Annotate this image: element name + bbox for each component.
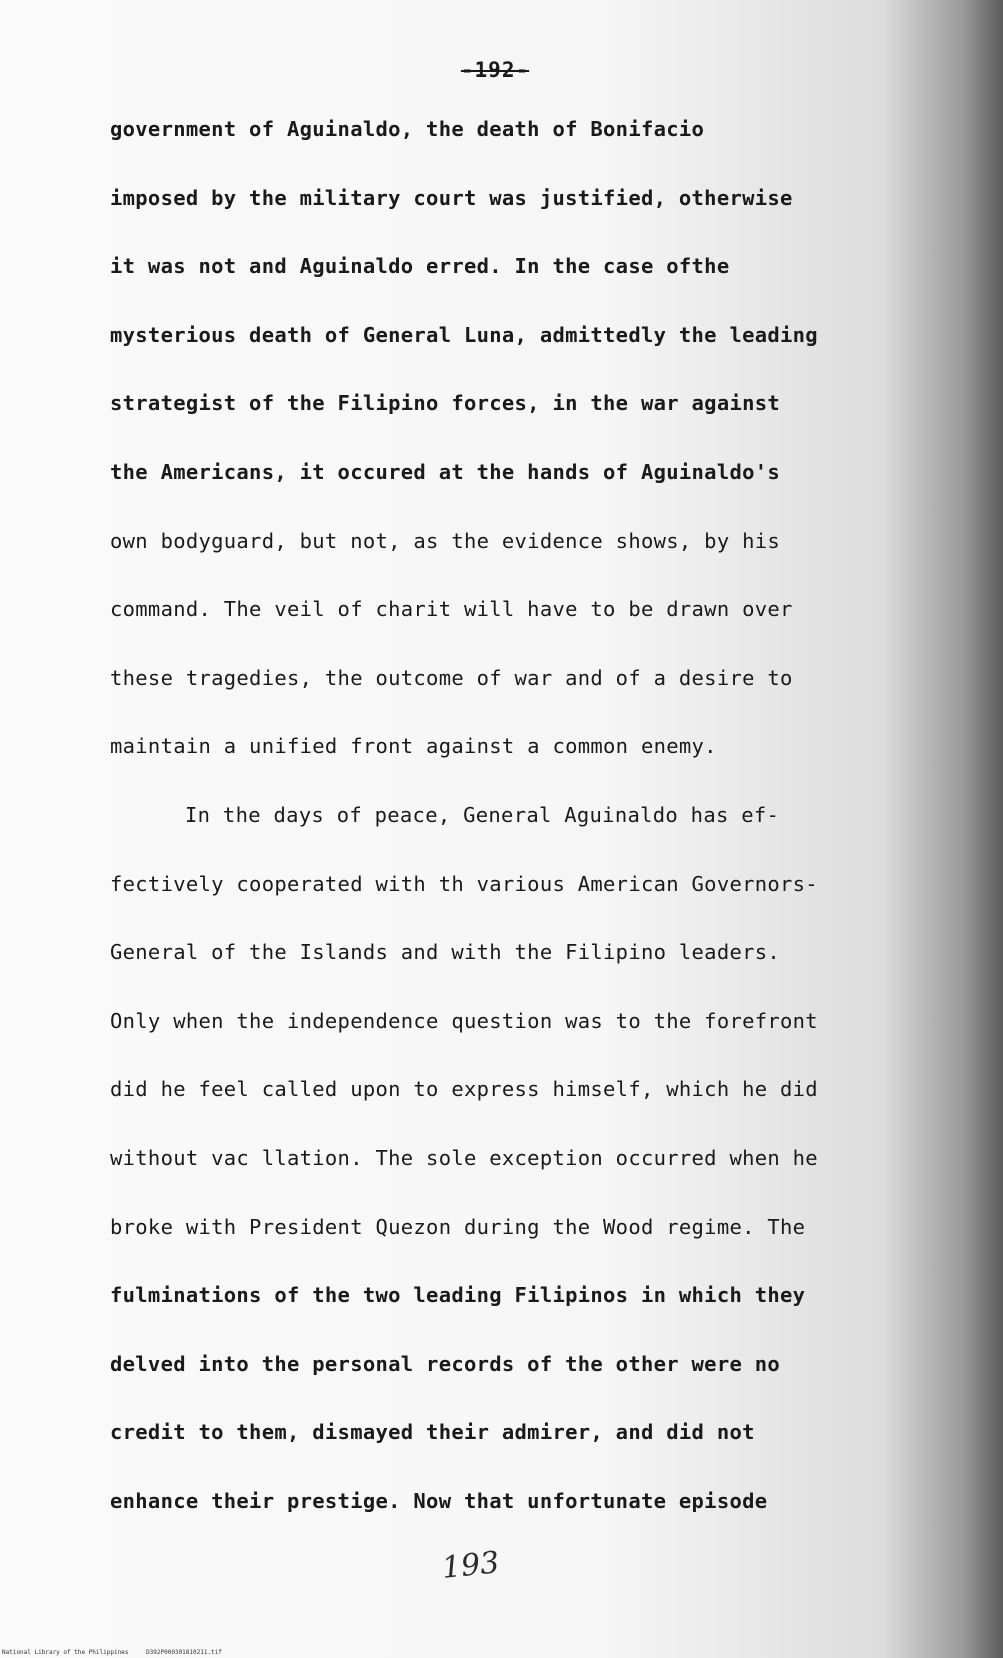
page-number: -192- [460, 58, 530, 82]
text-line: imposed by the military court was justified, otherwise [110, 185, 793, 210]
text-line: strategist of the Filipino forces, in the war against [110, 391, 781, 416]
text-line: government of Aguinaldo, the death of Bonifacio [110, 117, 705, 141]
text-line: mysterious death of General Luna, admittedly the leading [110, 322, 818, 347]
body-text [110, 112, 950, 1552]
text-line: In the days of peace, General Aguinaldo has ef- [185, 802, 780, 827]
text-line: delved into the personal records of the other were no [110, 1351, 781, 1376]
text-line: command. The veil of charit will have to be drawn over [110, 597, 793, 622]
file-id: D392P000301810211.tif [146, 1649, 222, 1656]
scan-footer [2, 1649, 236, 1656]
text-line: these tragedies, the outcome of war and of a desire to [110, 665, 793, 690]
text-line: did he feel called upon to express himself, which he did [110, 1077, 818, 1102]
text-line: broke with President Quezon during the Wood regime. The [110, 1214, 806, 1239]
text-line: fectively cooperated with th various American Governors- [110, 871, 818, 896]
text-line: Only when the independence question was to the forefront [110, 1008, 818, 1033]
text-line: own bodyguard, but not, as the evidence shows, by his [110, 528, 781, 553]
text-line: enhance their prestige. Now that unfortunate episode [110, 1488, 768, 1513]
text-line: credit to them, dismayed their admirer, and did not [110, 1420, 755, 1445]
text-line: fulminations of the two leading Filipinos in which they [110, 1283, 806, 1308]
text-line: it was not and Aguinaldo erred. In the case ofthe [110, 254, 730, 279]
library-name: National Library of the Philippines [2, 1649, 129, 1656]
text-line: maintain a unified front against a common enemy. [110, 734, 717, 759]
text-line: General of the Islands and with the Filipino leaders. [110, 940, 781, 965]
text-line: the Americans, it occured at the hands of Aguinaldo's [110, 459, 781, 484]
text-line: without vac llation. The sole exception occurred when he [110, 1145, 818, 1170]
handwritten-page-number: 193 [440, 1545, 501, 1586]
